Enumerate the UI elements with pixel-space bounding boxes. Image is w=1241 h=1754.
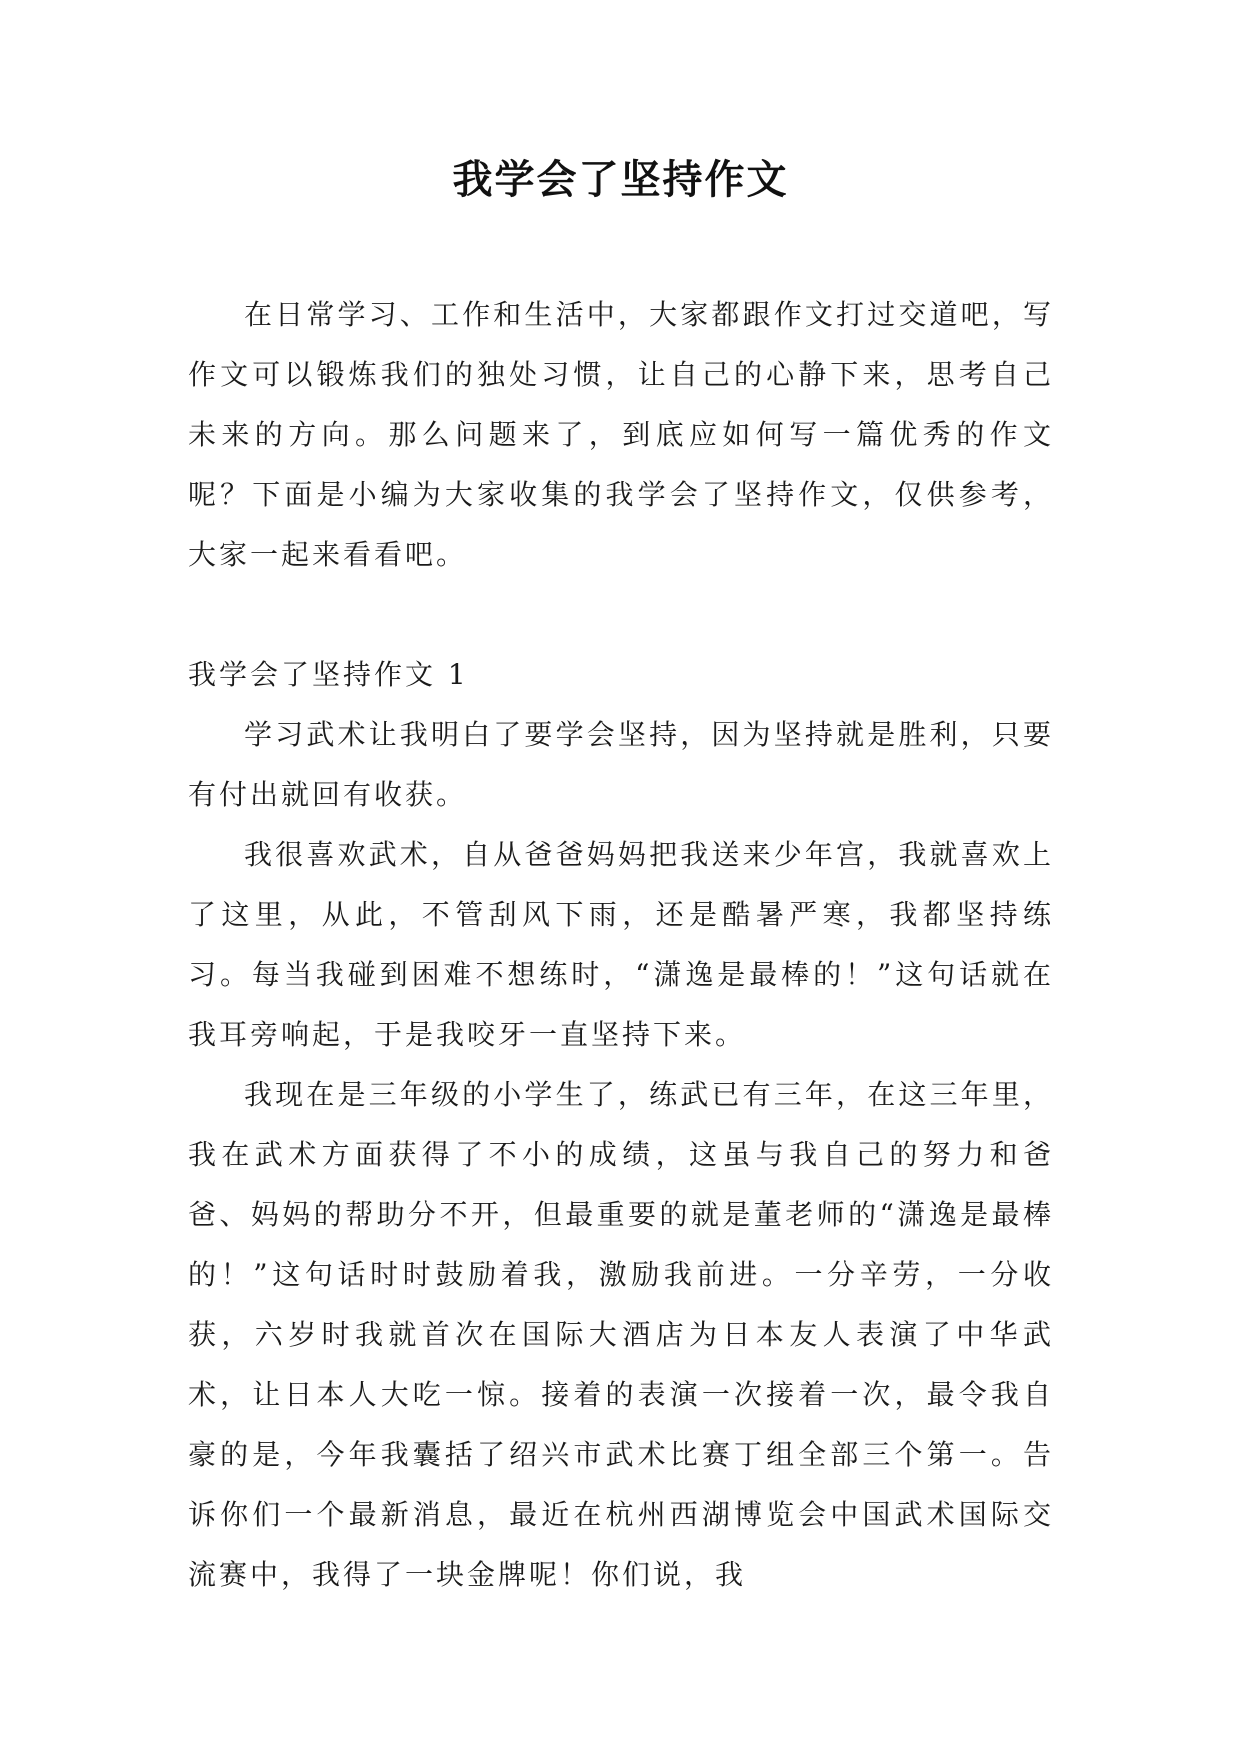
document-body bbox=[188, 285, 1054, 1605]
body-paragraph: 我很喜欢武术，自从爸爸妈妈把我送来少年宫，我就喜欢上了这里，从此，不管刮风下雨，还是酷暑严寒，我都坚持练习。每当我碰到困难不想练时，“潇逸是最棒的！”这句话就在我耳旁响起，于是我咬牙一直坚持下来。 bbox=[188, 838, 1054, 1051]
body-paragraph: 学习武术让我明白了要学会坚持，因为坚持就是胜利，只要有付出就回有收获。 bbox=[188, 718, 1054, 811]
page-title: 我学会了坚持作文 bbox=[452, 157, 789, 203]
intro-paragraph: 在日常学习、工作和生活中，大家都跟作文打过交道吧，写作文可以锻炼我们的独处习惯，让自己的心静下来，思考自己未来的方向。那么问题来了，到底应如何写一篇优秀的作文呢？下面是小编为大家收集的我学会了坚持作文，仅供参考，大家一起来看看吧。 bbox=[188, 298, 1054, 571]
section-heading: 我学会了坚持作文 1 bbox=[188, 658, 469, 691]
body-paragraph: 我现在是三年级的小学生了，练武已有三年，在这三年里，我在武术方面获得了不小的成绩，这虽与我自己的努力和爸爸、妈妈的帮助分不开，但最重要的就是董老师的“潇逸是最棒的！”这句话时时鼓励着我，激励我前进。一分辛劳，一分收获，六岁时我就首次在国际大酒店为日本友人表演了中华武术，让日本人大吃一惊。接着的表演一次接着一次，最令我自豪的是，今年我囊括了绍兴市武术比赛丁组全部三个第一。告诉你们一个最新消息，最近在杭州西湖博览会中国武术国际交流赛中，我得了一块金牌呢！你们说，我 bbox=[188, 1078, 1054, 1591]
